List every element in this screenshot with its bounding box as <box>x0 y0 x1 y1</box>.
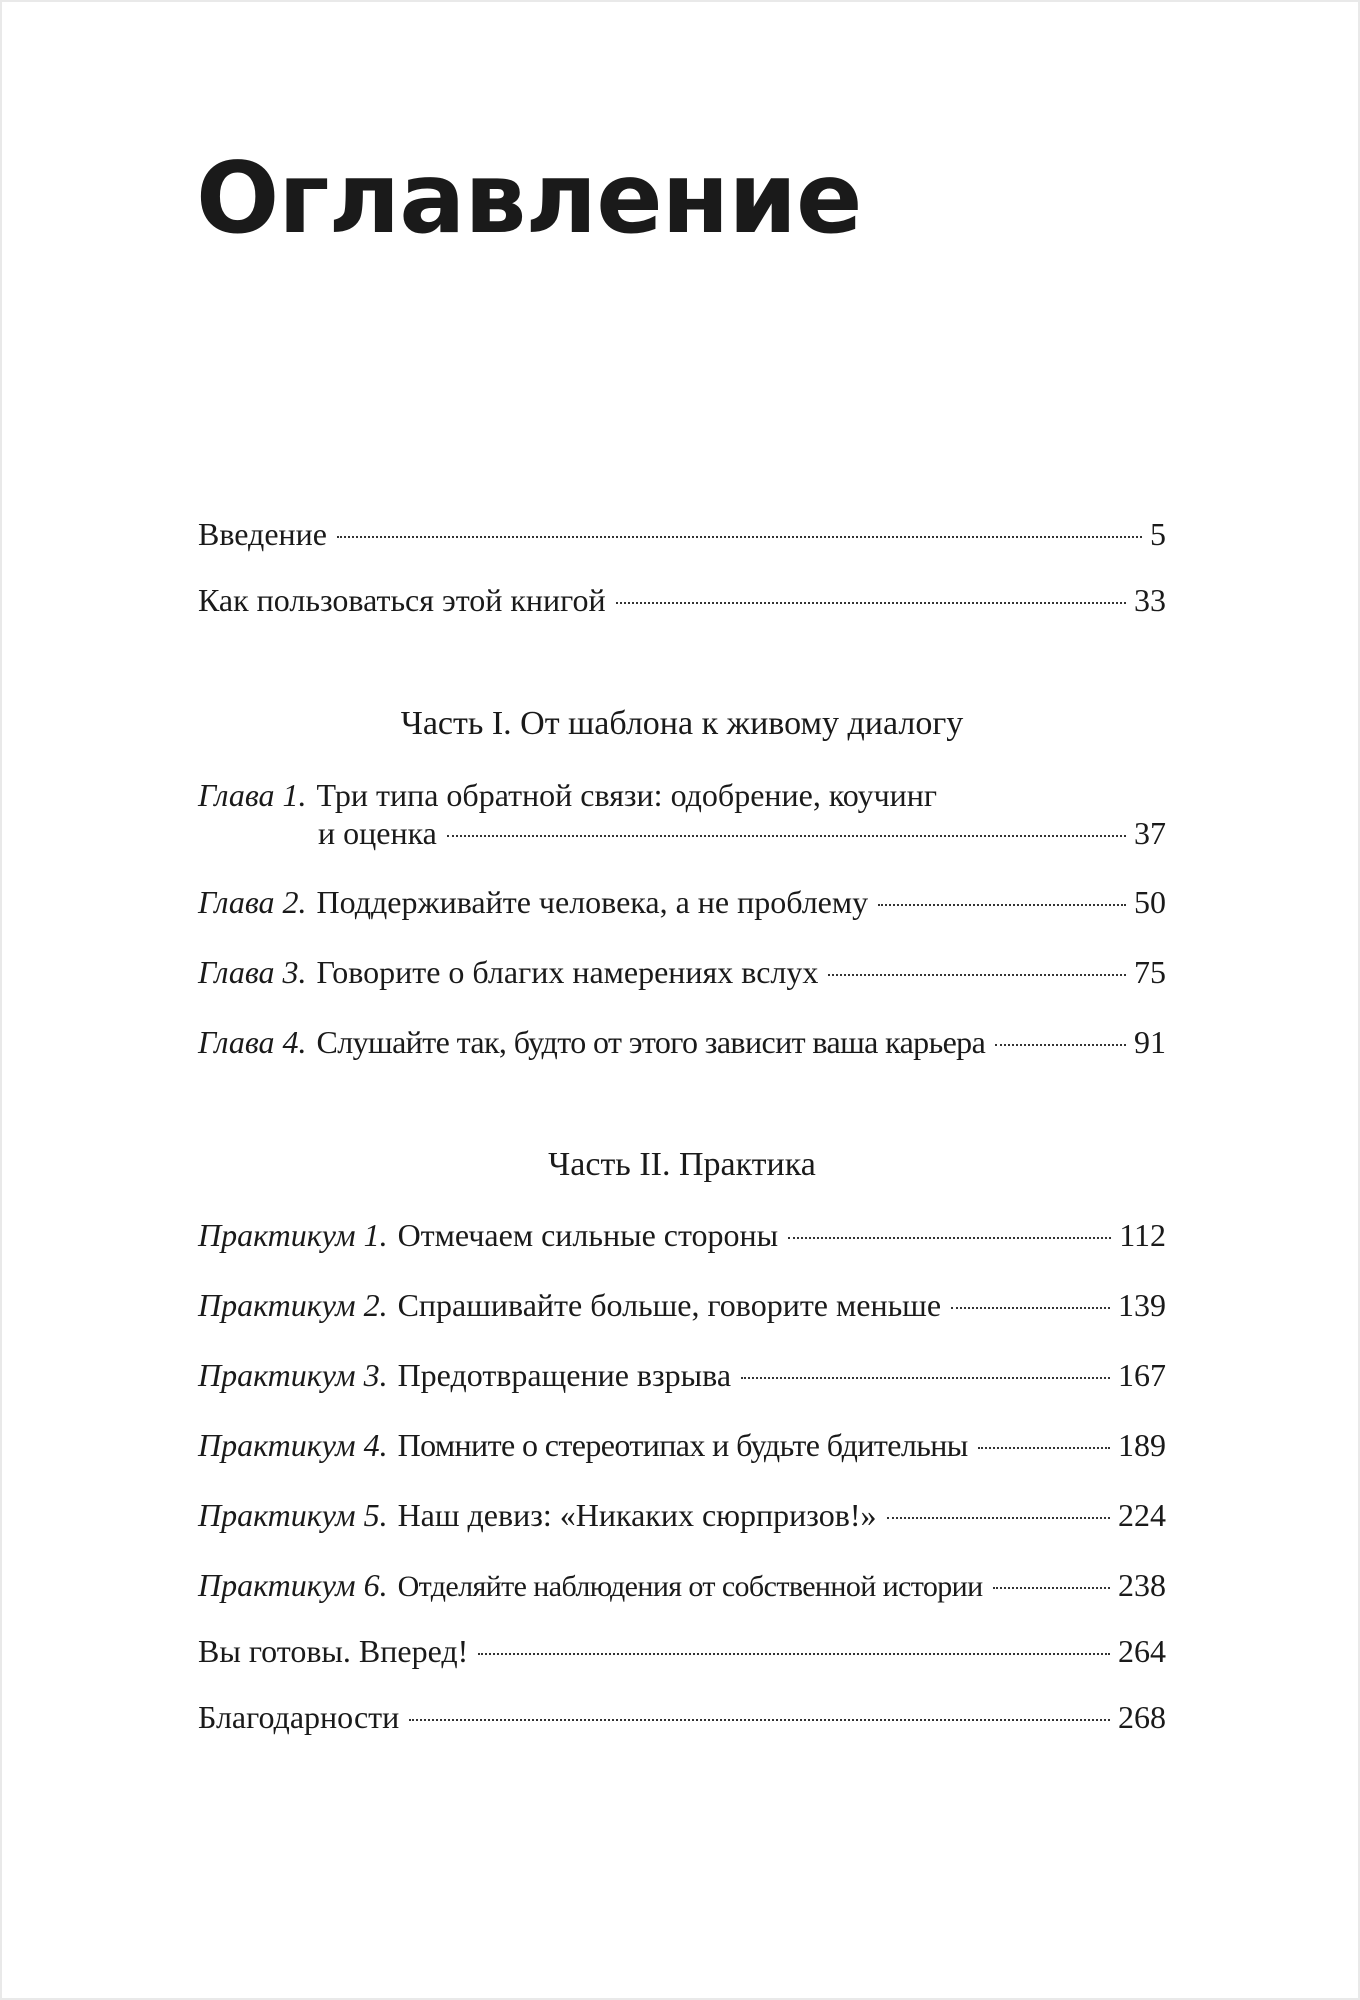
toc-entry-chapter-2[interactable] <box>198 883 1166 921</box>
toc-entry-title: Благодарности <box>198 1699 400 1735</box>
toc-page-number: 268 <box>1118 1699 1166 1735</box>
page-title: Оглавление <box>196 142 862 256</box>
toc-entry-chapter-3[interactable] <box>198 953 1166 991</box>
dot-leader <box>978 1447 1110 1449</box>
part-2-heading: Часть II. Практика <box>548 1146 816 1183</box>
dot-leader <box>993 1587 1110 1589</box>
chapter-prefix: Глава 3. <box>198 954 307 990</box>
toc-entry-title: Как пользоваться этой книгой <box>198 582 606 618</box>
toc-entry-workshop-2[interactable] <box>198 1286 1166 1324</box>
dot-leader <box>828 974 1126 976</box>
toc-page-number: 5 <box>1150 516 1166 552</box>
toc-page-number: 167 <box>1118 1357 1166 1393</box>
toc-entry-title: Отделяйте наблюдения от собственной истории <box>397 1570 983 1603</box>
toc-entry-acknowledgments[interactable] <box>198 1698 1166 1736</box>
toc-entry-title: Предотвращение взрыва <box>397 1357 732 1393</box>
dot-leader <box>878 904 1126 906</box>
toc-entry-chapter-4[interactable] <box>198 1023 1166 1061</box>
dot-leader <box>741 1377 1110 1379</box>
dot-leader <box>478 1653 1110 1655</box>
toc-entry-title: Помните о стереотипах и будьте бдительны <box>397 1427 968 1463</box>
chapter-prefix: Глава 2. <box>198 884 307 920</box>
toc-entry-how-to-use[interactable] <box>198 581 1166 619</box>
toc-page-number: 139 <box>1118 1287 1166 1323</box>
dot-leader <box>616 602 1126 604</box>
part-1-heading: Часть I. От шаблона к живому диалогу <box>400 705 964 742</box>
toc-entry-title: Поддерживайте человека, а не проблему <box>316 884 869 920</box>
toc-page-number: 189 <box>1118 1427 1166 1463</box>
toc-entry-title: Введение <box>198 516 327 552</box>
dot-leader <box>951 1307 1110 1309</box>
workshop-prefix: Практикум 2. <box>198 1287 388 1323</box>
toc-entry-title: Спрашивайте больше, говорите меньше <box>397 1287 942 1323</box>
toc-entry-title: Отмечаем сильные стороны <box>397 1217 779 1253</box>
toc-page-number: 264 <box>1118 1633 1166 1669</box>
dot-leader <box>409 1719 1110 1721</box>
toc-page-number: 37 <box>1134 815 1166 851</box>
toc-entry-title-continued: и оценка <box>318 815 437 851</box>
toc-entry-workshop-5[interactable] <box>198 1496 1166 1534</box>
toc-entry-title: Вы готовы. Вперед! <box>198 1633 469 1669</box>
toc-entry-title: Слушайте так, будто от этого зависит ваша карьера <box>316 1024 986 1060</box>
workshop-prefix: Практикум 3. <box>198 1357 388 1393</box>
toc-page-number: 238 <box>1118 1567 1166 1603</box>
workshop-prefix: Практикум 1. <box>198 1217 388 1253</box>
workshop-prefix: Практикум 4. <box>198 1427 388 1463</box>
toc-page-number: 112 <box>1119 1217 1166 1253</box>
toc-entry-chapter-1[interactable] <box>198 776 1166 852</box>
toc-page-number: 91 <box>1134 1024 1166 1060</box>
toc-entry-workshop-3[interactable] <box>198 1356 1166 1394</box>
toc-entry-title: Три типа обратной связи: одобрение, коучинг <box>316 777 938 813</box>
toc-entry-ready-go[interactable] <box>198 1632 1166 1670</box>
workshop-prefix: Практикум 6. <box>198 1567 388 1603</box>
toc-entry-introduction[interactable] <box>198 515 1166 553</box>
chapter-prefix: Глава 4. <box>198 1024 307 1060</box>
toc-page-number: 50 <box>1134 884 1166 920</box>
toc-page-number: 33 <box>1134 582 1166 618</box>
toc-page-number: 75 <box>1134 954 1166 990</box>
dot-leader <box>447 835 1126 837</box>
dot-leader <box>337 536 1142 538</box>
dot-leader <box>788 1237 1111 1239</box>
toc-entry-workshop-1[interactable] <box>198 1216 1166 1254</box>
toc-entry-workshop-4[interactable] <box>198 1426 1166 1464</box>
toc-entry-title: Наш девиз: «Никаких сюрпризов!» <box>397 1497 877 1533</box>
toc-entry-title: Говорите о благих намерениях вслух <box>316 954 819 990</box>
toc-entry-workshop-6[interactable] <box>198 1566 1166 1606</box>
chapter-prefix: Глава 1. <box>198 777 307 813</box>
toc-page-number: 224 <box>1118 1497 1166 1533</box>
workshop-prefix: Практикум 5. <box>198 1497 388 1533</box>
dot-leader <box>887 1517 1110 1519</box>
dot-leader <box>995 1044 1126 1046</box>
